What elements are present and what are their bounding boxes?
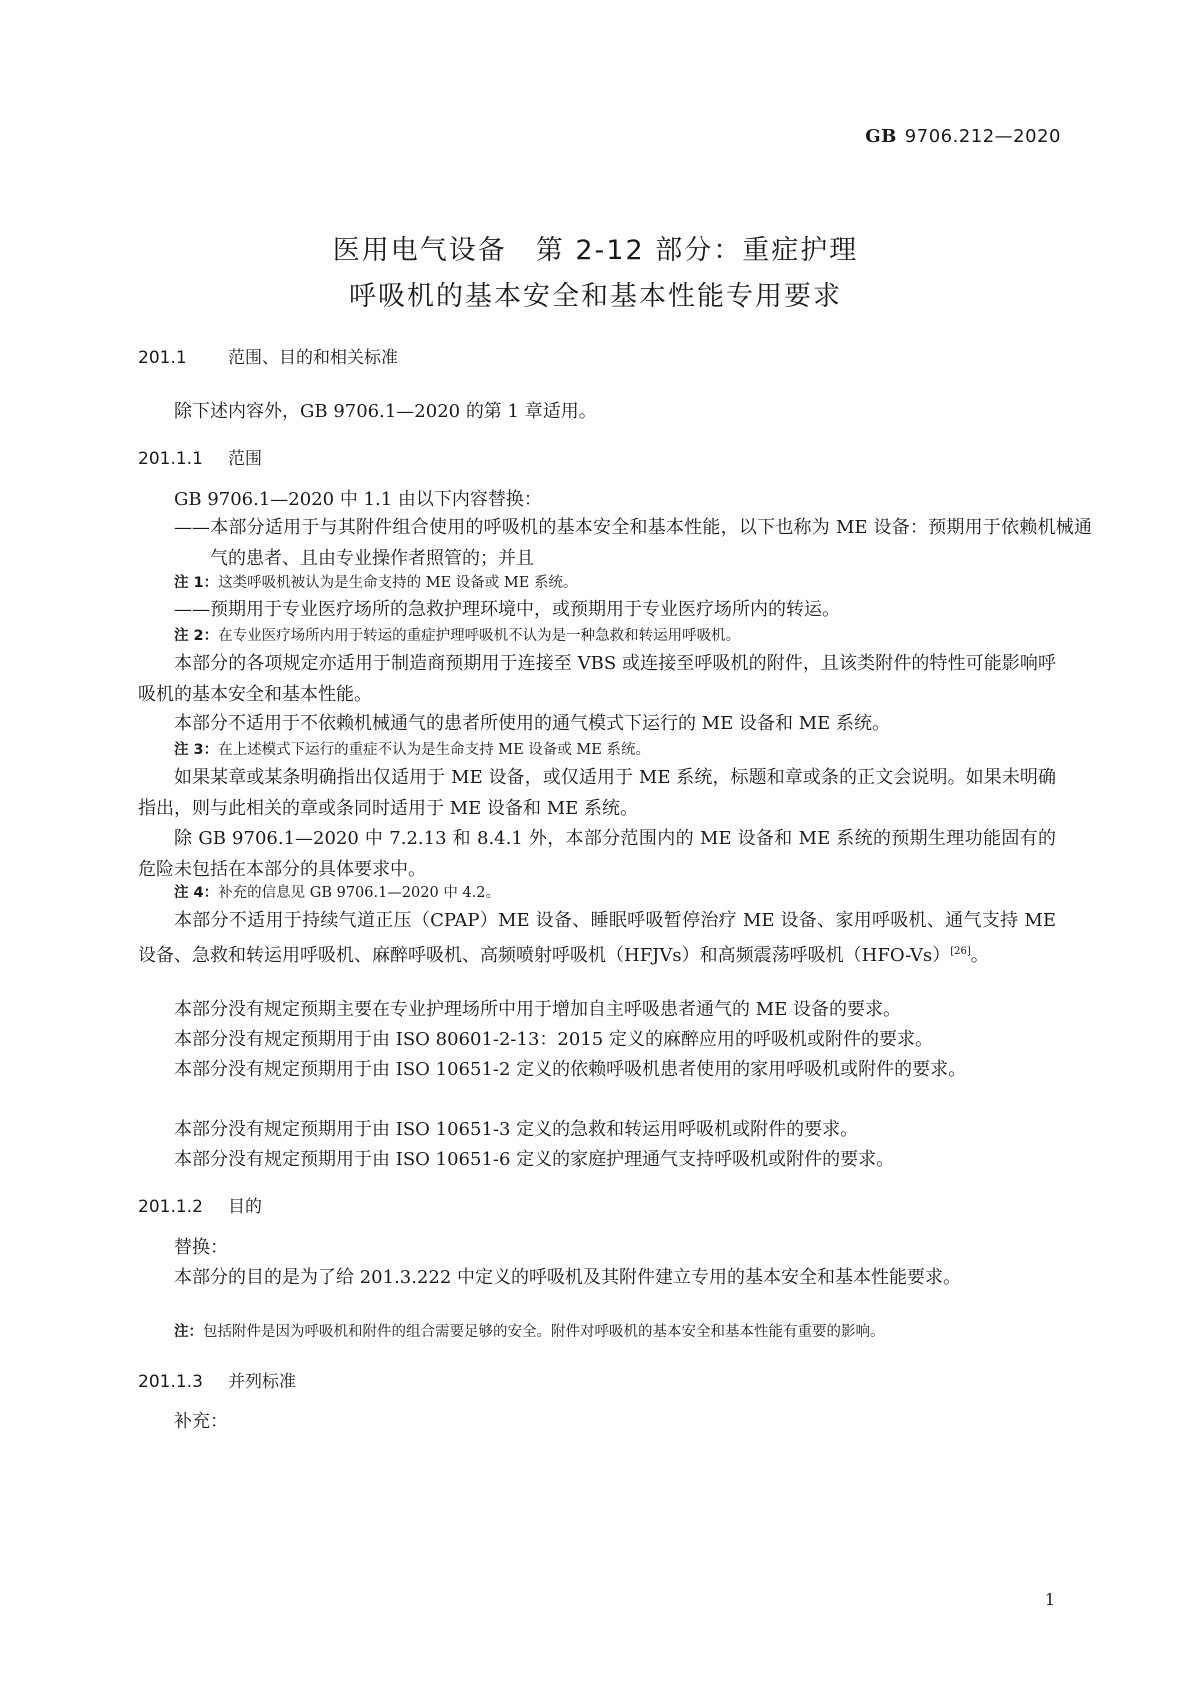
document-title-line2: 呼吸机的基本安全和基本性能专用要求 [349, 281, 842, 312]
section-heading-201-1-2 [138, 1192, 262, 1217]
paragraph: 本部分没有规定预期主要在专业护理场所中用于增加自主呼吸患者通气的 ME 设备的要求。 [174, 999, 902, 1020]
reference-marker: [26] [950, 946, 971, 957]
section-title: 目的 [228, 1197, 262, 1217]
paragraph: 补充： [174, 1411, 228, 1432]
section-heading-201-1-1 [138, 444, 262, 469]
section-title: 范围 [228, 449, 262, 469]
section-number: 201.1.3 [138, 1372, 203, 1392]
note [174, 625, 1056, 647]
paragraph: 本部分没有规定预期用于由 ISO 10651-3 定义的急救和转运用呼吸机或附件的要求。 [174, 1119, 859, 1140]
section-number: 201.1.1 [138, 449, 203, 469]
section-number: 201.1 [138, 348, 187, 368]
paragraph: 替换： [174, 1237, 228, 1258]
section-number: 201.1.2 [138, 1197, 203, 1217]
paragraph: 本部分不适用于不依赖机械通气的患者所使用的通气模式下运行的 ME 设备和 ME 系统。 [174, 713, 891, 734]
note-text: 在专业医疗场所内用于转运的重症护理呼吸机不认为是一种急救和转运用呼吸机。 [218, 628, 741, 644]
paragraph: 如果某章或某条明确指出仅适用于 ME 设备，或仅适用于 ME 系统，标题和章或条的正文会说明。如果未明确指出，则与此相关的章或条同时适用于 ME 设备和 ME 系统。 [138, 767, 1056, 819]
paragraph: 本部分的目的是为了给 201.3.222 中定义的呼吸机及其附件建立专用的基本安全和基本性能要求。 [174, 1267, 962, 1288]
note [174, 882, 1056, 904]
standard-prefix: GB [865, 126, 897, 147]
document-title-line1: 医用电气设备 第 2-12 部分：重症护理 [332, 235, 859, 266]
section-title: 范围、目的和相关标准 [228, 348, 398, 368]
note [174, 739, 1056, 761]
paragraph: GB 9706.1—2020 中 1.1 由以下内容替换： [174, 489, 542, 510]
note-text: 这类呼吸机被认为是生命支持的 ME 设备或 ME 系统。 [218, 575, 578, 591]
paragraph: 本部分的各项规定亦适用于制造商预期用于连接至 VBS 或连接至呼吸机的附件，且该类附件的特性可能影响呼吸机的基本安全和基本性能。 [138, 653, 1056, 705]
note-label: 注： [174, 1324, 203, 1340]
note-label: 注 3： [174, 742, 219, 758]
paragraph: 本部分没有规定预期用于由 ISO 80601-2-13：2015 定义的麻醉应用的呼吸机或附件的要求。 [174, 1029, 933, 1050]
dash-item: ——本部分适用于与其附件组合使用的呼吸机的基本安全和基本性能，以下也称为 ME 设备：预期用于依赖机械通气的患者、且由专业操作者照管的；并且 [174, 517, 1092, 569]
note-text: 补充的信息见 GB 9706.1—2020 中 4.2。 [218, 885, 501, 901]
section-title: 并列标准 [228, 1372, 296, 1392]
paragraph [138, 905, 1056, 971]
section-heading-201-1 [138, 343, 398, 368]
paragraph: 除 GB 9706.1—2020 中 7.2.13 和 8.4.1 外，本部分范围内的 ME 设备和 ME 系统的预期生理功能固有的危险未包括在本部分的具体要求中。 [138, 828, 1056, 880]
note-text: 包括附件是因为呼吸机和附件的组合需要足够的安全。附件对呼吸机的基本安全和基本性能有重要的影响。 [203, 1324, 885, 1340]
note-text: 在上述模式下运行的重症不认为是生命支持 ME 设备或 ME 系统。 [218, 742, 650, 758]
paragraph: 本部分没有规定预期用于由 ISO 10651-6 定义的家庭护理通气支持呼吸机或附件的要求。 [174, 1149, 895, 1170]
standard-code [865, 126, 1061, 147]
paragraph: 除下述内容外，GB 9706.1—2020 的第 1 章适用。 [174, 401, 597, 422]
standard-number: 9706.212—2020 [904, 126, 1061, 147]
note-label: 注 4： [174, 885, 219, 901]
note-label: 注 2： [174, 628, 219, 644]
dash-item: ——预期用于专业医疗场所的急救护理环境中，或预期用于专业医疗场所内的转运。 [174, 599, 840, 620]
note [174, 1321, 1056, 1343]
paragraph-text: 本部分不适用于持续气道正压（CPAP）ME 设备、睡眠呼吸暂停治疗 ME 设备、家用呼吸机、通气支持 ME 设备、急救和转运用呼吸机、麻醉呼吸机、高频喷射呼吸机（HFJVs）和高频震荡呼吸机（HFO-Vs） [138, 910, 1056, 966]
paragraph: 本部分没有规定预期用于由 ISO 10651-2 定义的依赖呼吸机患者使用的家用呼吸机或附件的要求。 [174, 1059, 967, 1080]
page-number: 1 [1044, 1590, 1055, 1609]
note-label: 注 1： [174, 575, 219, 591]
paragraph-end: 。 [970, 945, 989, 966]
section-heading-201-1-3 [138, 1367, 296, 1392]
note [174, 572, 1056, 594]
